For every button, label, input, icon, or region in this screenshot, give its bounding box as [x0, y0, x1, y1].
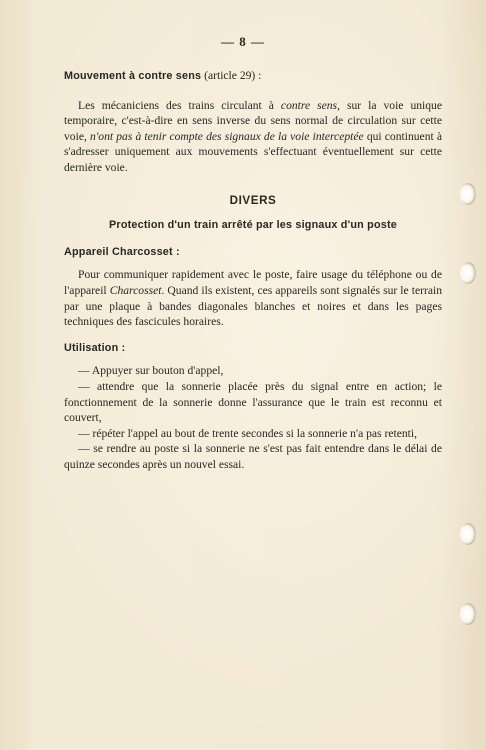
italic-run: contre sens	[280, 98, 338, 112]
section-heading-label: Mouvement à contre sens	[64, 70, 202, 82]
page-number: — 8 —	[221, 34, 265, 49]
italic-run: n'ont pas à tenir compte des signaux de la voie interceptée	[90, 129, 364, 143]
section-title-divers: DIVERS	[229, 193, 277, 207]
binder-hole	[460, 603, 476, 625]
subheading-appareil: Appareil Charcosset :	[64, 245, 180, 258]
page-content	[64, 68, 442, 472]
section-subtitle-protection: Protection d'un train arrêté par les signaux d'un poste	[109, 219, 397, 232]
text-run: Pour communiquer rapidement avec le poste, faire usage du téléphone ou de l'appareil	[64, 268, 442, 297]
text-run: qui continuent à s'adresser uniquement aux mouvements s'effectuant éventuellement sur cette dernière voie.	[64, 129, 442, 174]
binder-hole	[460, 183, 476, 205]
paragraph-contre-sens	[64, 98, 442, 176]
list-item: — Appuyer sur bouton d'appel,	[78, 364, 224, 378]
paragraph-appareil	[64, 267, 442, 329]
list-item: — attendre que la sonnerie placée près du signal entre en action; le fonctionnement de la sonnerie donne l'assurance que le train est reconnu et couvert,	[64, 379, 442, 425]
text-run: , sur la voie unique temporaire, c'est-à-dire en sens inverse du sens normal de circulation sur cette voie,	[64, 98, 443, 143]
list-item: — répéter l'appel au bout de trente secondes si la sonnerie n'a pas retenti,	[78, 426, 417, 440]
italic-run: Charcosset	[109, 283, 162, 297]
list-item: — se rendre au poste si la sonnerie ne s'est pas fait entendre dans le délai de quinze secondes après un nouvel essai.	[64, 442, 442, 471]
subheading-utilisation: Utilisation :	[64, 341, 126, 354]
binder-hole	[460, 523, 476, 545]
section-heading-contre-sens	[64, 68, 442, 85]
section-heading-article: (article 29) :	[201, 69, 262, 82]
utilisation-list	[64, 363, 442, 472]
text-run: . Quand ils existent, ces appareils sont signalés sur le terrain par une plaque à bandes diagonales blanches et noires et dans les pages techniques des fascicules horaires.	[64, 283, 442, 329]
binder-hole	[460, 262, 476, 284]
text-run: Les mécaniciens des trains circulant à	[78, 98, 281, 112]
